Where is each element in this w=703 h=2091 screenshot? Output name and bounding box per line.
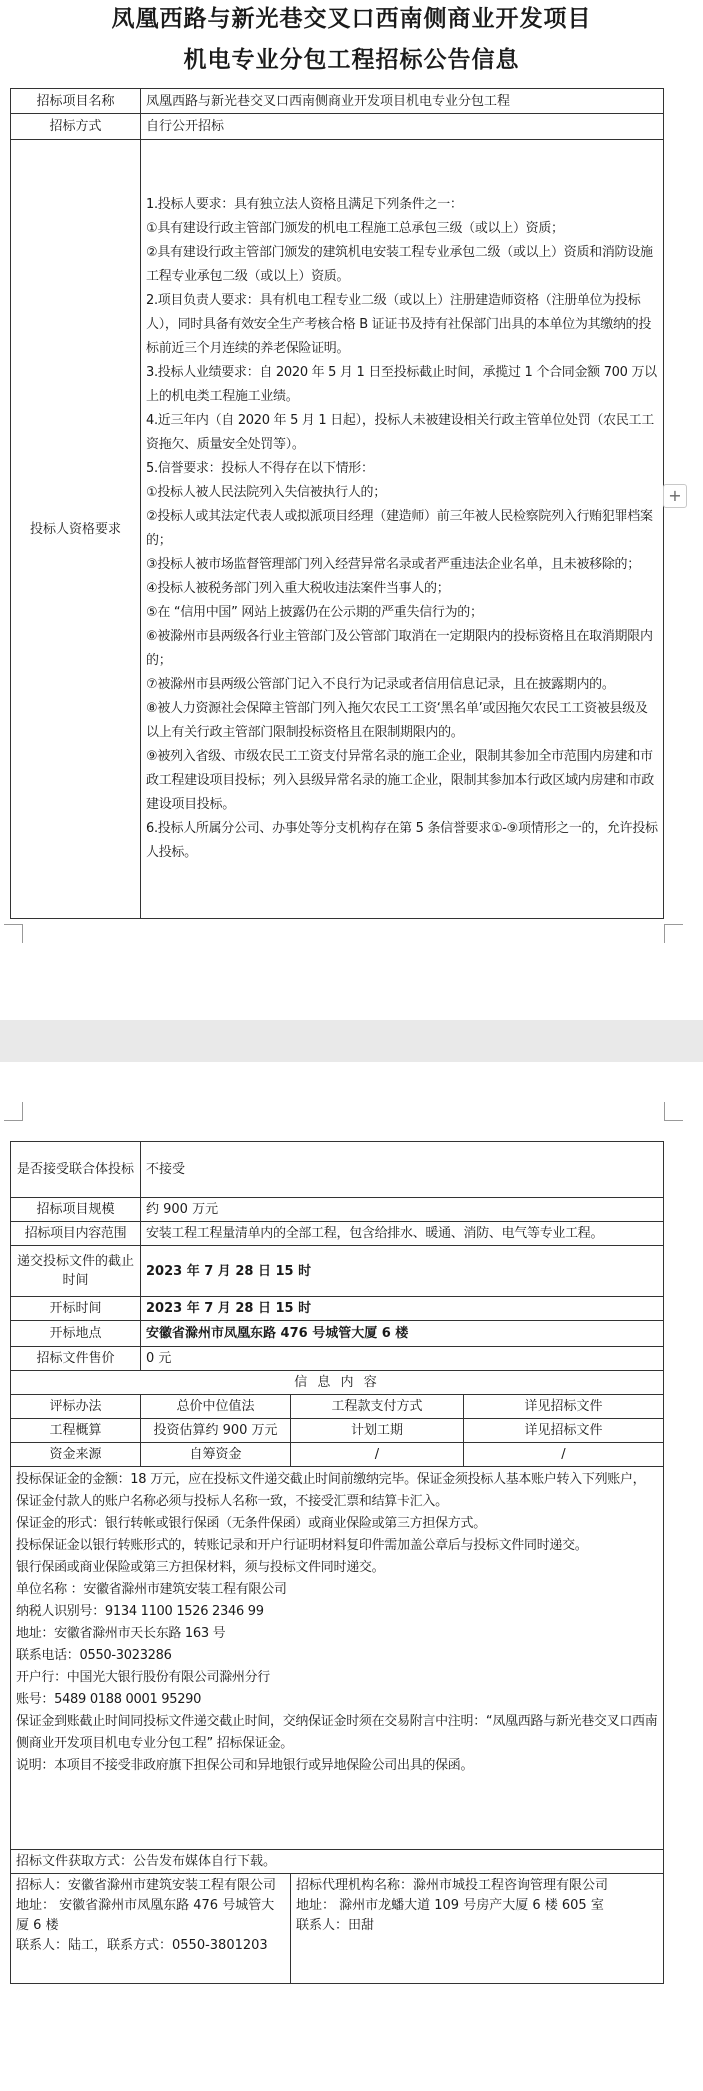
table-row (11, 1321, 664, 1347)
bond-line: 投标保证金以银行转账形式的，转账记录和开户行证明材料复印件需加盖公章后与投标文件同时递交。 (16, 1538, 588, 1553)
info-cell: 详见招标文件 (464, 1419, 664, 1443)
qualification-label: 投标人资格要求 (11, 140, 141, 919)
bond-line: 投标保证金的金额：18 万元，应在投标文件递交截止时间前缴纳完毕。保证金须投标人基本账户转入下列账户，保证金付款人的账户名称必须与投标人名称一致，不接受汇票和结算卡汇入。 (16, 1472, 646, 1509)
document-price-label: 招标文件售价 (11, 1347, 141, 1371)
page-corner-mark (4, 924, 23, 943)
document-acquisition: 招标文件获取方式：公告发布媒体自行下载。 (11, 1850, 664, 1874)
bond-line: 保证金到账截止时间同投标文件递交截止时间，交纳保证金时须在交易附言中注明：“凤凰西路与新光巷交叉口西南侧商业开发项目机电专业分包工程” 招标保证金。 (16, 1714, 658, 1751)
qualification-line: ②具有建设行政主管部门颁发的建筑机电安装工程专业承包二级（或以上）资质和消防设施工程专业承包二级（或以上）资质。 (146, 245, 653, 284)
qualification-line: ⑥被滁州市县两级各行业主管部门及公管部门取消在一定期限内的投标资格且在取消期限内的； (146, 629, 653, 668)
bond-line: 地址：安徽省滁州市天长东路 163 号 (16, 1626, 226, 1641)
announcement-table-part-1 (10, 88, 664, 919)
project-scope-label: 招标项目内容范围 (11, 1222, 141, 1246)
project-scale-value: 约 900 万元 (141, 1198, 664, 1222)
qualification-line: ①具有建设行政主管部门颁发的机电工程施工总承包三级（或以上）资质； (146, 221, 564, 236)
agency-contact: 联系人：田甜 (296, 1918, 375, 1933)
table-row (11, 1371, 664, 1395)
info-cell: 工程概算 (11, 1419, 141, 1443)
qualification-line: 5.信誉要求：投标人不得存在以下情形： (146, 461, 374, 476)
opening-time-label: 开标时间 (11, 1297, 141, 1321)
info-content-header: 信 息 内 容 (11, 1371, 664, 1395)
agency-info (291, 1874, 664, 1984)
tenderer-contact: 联系人：陆工，联系方式：0550-3801203 (16, 1938, 268, 1953)
qualification-line: ⑧被人力资源社会保障主管部门列入拖欠农民工工资‘黑名单’或因拖欠农民工工资被县级及以上有关行政主管部门限制投标资格且在限制期限内的。 (146, 701, 648, 740)
document-page-2 (0, 1062, 703, 2091)
table-row (11, 89, 664, 114)
project-scope-value: 安装工程工程量清单内的全部工程，包含给排水、暖通、消防、电气等专业工程。 (141, 1222, 664, 1246)
qualification-line: ⑦被滁州市县两级公管部门记入不良行为记录或者信用信息记录，且在披露期内的。 (146, 677, 615, 692)
bond-line: 纳税人识别号：9134 1100 1526 2346 99 (16, 1604, 264, 1619)
info-cell: 详见招标文件 (464, 1395, 664, 1419)
info-cell: 工程款支付方式 (291, 1395, 464, 1419)
table-row (11, 1850, 664, 1874)
bond-line: 说明：本项目不接受非政府旗下担保公司和异地银行或异地保险公司出具的保函。 (16, 1758, 474, 1773)
consortium-label: 是否接受联合体投标 (11, 1142, 141, 1198)
qualification-line: ②投标人或其法定代表人或拟派项目经理（建造师）前三年被人民检察院列入行贿犯罪档案的； (146, 509, 653, 548)
deadline-value: 2023 年 7 月 28 日 15 时 (141, 1246, 664, 1297)
qualification-line: 6.投标人所属分公司、办事处等分支机构存在第 5 条信誉要求①-⑨项情形之一的，允许投标人投标。 (146, 821, 658, 860)
agency-address: 地址： 滁州市龙蟠大道 109 号房产大厦 6 楼 605 室 (296, 1898, 604, 1913)
info-row (11, 1419, 664, 1443)
qualification-line: ⑤在 “信用中国” 网站上披露仍在公示期的严重失信行为的； (146, 605, 483, 620)
page-corner-mark (664, 1102, 683, 1121)
info-cell: / (464, 1443, 664, 1467)
info-cell: 评标办法 (11, 1395, 141, 1419)
qualification-line: ①投标人被人民法院列入失信被执行人的； (146, 485, 386, 500)
qualification-line: 1.投标人要求：具有独立法人资格且满足下列条件之一： (146, 197, 463, 212)
bond-line: 单位名称 ：安徽省滁州市建筑安装工程有限公司 (16, 1582, 287, 1597)
info-cell: / (291, 1443, 464, 1467)
bond-line: 联系电话：0550-3023286 (16, 1648, 172, 1663)
bond-section (11, 1467, 664, 1850)
qualification-line: ③投标人被市场监督管理部门列入经营异常名录或者严重违法企业名单，且未被移除的； (146, 557, 640, 572)
table-row (11, 1198, 664, 1222)
tender-method-label: 招标方式 (11, 114, 141, 140)
info-row (11, 1443, 664, 1467)
bond-line: 银行保函或商业保险或第三方担保材料，须与投标文件同时递交。 (16, 1560, 385, 1575)
tenderer-name: 招标人：安徽省滁州市建筑安装工程有限公司 (16, 1878, 277, 1893)
info-cell: 投资估算约 900 万元 (141, 1419, 291, 1443)
document-page-1 (0, 0, 703, 1020)
opening-time-value: 2023 年 7 月 28 日 15 时 (141, 1297, 664, 1321)
expand-plus-icon[interactable]: + (663, 484, 687, 508)
document-title-line-2: 机电专业分包工程招标公告信息 (183, 46, 520, 73)
agency-name: 招标代理机构名称：滁州市城投工程咨询管理有限公司 (296, 1878, 609, 1893)
info-cell: 自筹资金 (141, 1443, 291, 1467)
table-row (11, 140, 664, 919)
project-scale-label: 招标项目规模 (11, 1198, 141, 1222)
project-name-label: 招标项目名称 (11, 89, 141, 114)
qualification-line: ④投标人被税务部门列入重大税收违法案件当事人的； (146, 581, 450, 596)
bond-line: 开户行：中国光大银行股份有限公司滁州分行 (16, 1670, 271, 1685)
qualification-content (141, 140, 664, 919)
table-row (11, 1222, 664, 1246)
consortium-value: 不接受 (141, 1142, 664, 1198)
tenderer-info (11, 1874, 291, 1984)
opening-place-value: 安徽省滁州市凤凰东路 476 号城管大厦 6 楼 (141, 1321, 664, 1347)
table-row (11, 1297, 664, 1321)
qualification-line: ⑨被列入省级、市级农民工工资支付异常名录的施工企业，限制其参加全市范围内房建和市政工程建设项目投标；列入县级异常名录的施工企业，限制其参加本行政区域内房建和市政建设项目投标。 (146, 749, 655, 812)
document-price-value: 0 元 (141, 1347, 664, 1371)
table-row (11, 1467, 664, 1850)
project-name-value: 凤凰西路与新光巷交叉口西南侧商业开发项目机电专业分包工程 (141, 89, 664, 114)
info-cell: 总价中位值法 (141, 1395, 291, 1419)
page-corner-mark (664, 924, 683, 943)
tender-method-value: 自行公开招标 (141, 114, 664, 140)
qualification-line: 2.项目负责人要求：具有机电工程专业二级（或以上）注册建造师资格（注册单位为投标人），同时具备有效安全生产考核合格 B 证证书及持有社保部门出具的本单位为其缴纳的投标前近三个月连续的养老保险证明。 (146, 293, 652, 356)
bond-line: 保证金的形式：银行转帐或银行保函（无条件保函）或商业保险或第三方担保方式。 (16, 1516, 486, 1531)
bond-line: 账号：5489 0188 0001 95290 (16, 1692, 202, 1707)
opening-place-label: 开标地点 (11, 1321, 141, 1347)
document-title-line-1: 凤凰西路与新光巷交叉口西南侧商业开发项目 (111, 5, 592, 32)
info-row (11, 1395, 664, 1419)
qualification-line: 4.近三年内（自 2020 年 5 月 1 日起），投标人未被建设相关行政主管单位处罚（农民工工资拖欠、质量安全处罚等）。 (146, 413, 654, 452)
table-row (11, 1874, 664, 1984)
announcement-table-part-2 (10, 1141, 664, 1984)
tenderer-address: 地址： 安徽省滁州市凤凰东路 476 号城管大厦 6 楼 (16, 1898, 275, 1933)
info-cell: 计划工期 (291, 1419, 464, 1443)
page-corner-mark (4, 1102, 23, 1121)
table-row (11, 1142, 664, 1198)
table-row (11, 114, 664, 140)
qualification-line: 3.投标人业绩要求：自 2020 年 5 月 1 日至投标截止时间，承揽过 1 个合同金额 700 万以上的机电类工程施工业绩。 (146, 365, 657, 404)
deadline-label: 递交投标文件的截止时间 (11, 1246, 141, 1297)
page-separator (0, 1020, 703, 1062)
table-row (11, 1347, 664, 1371)
info-cell: 资金来源 (11, 1443, 141, 1467)
table-row (11, 1246, 664, 1297)
